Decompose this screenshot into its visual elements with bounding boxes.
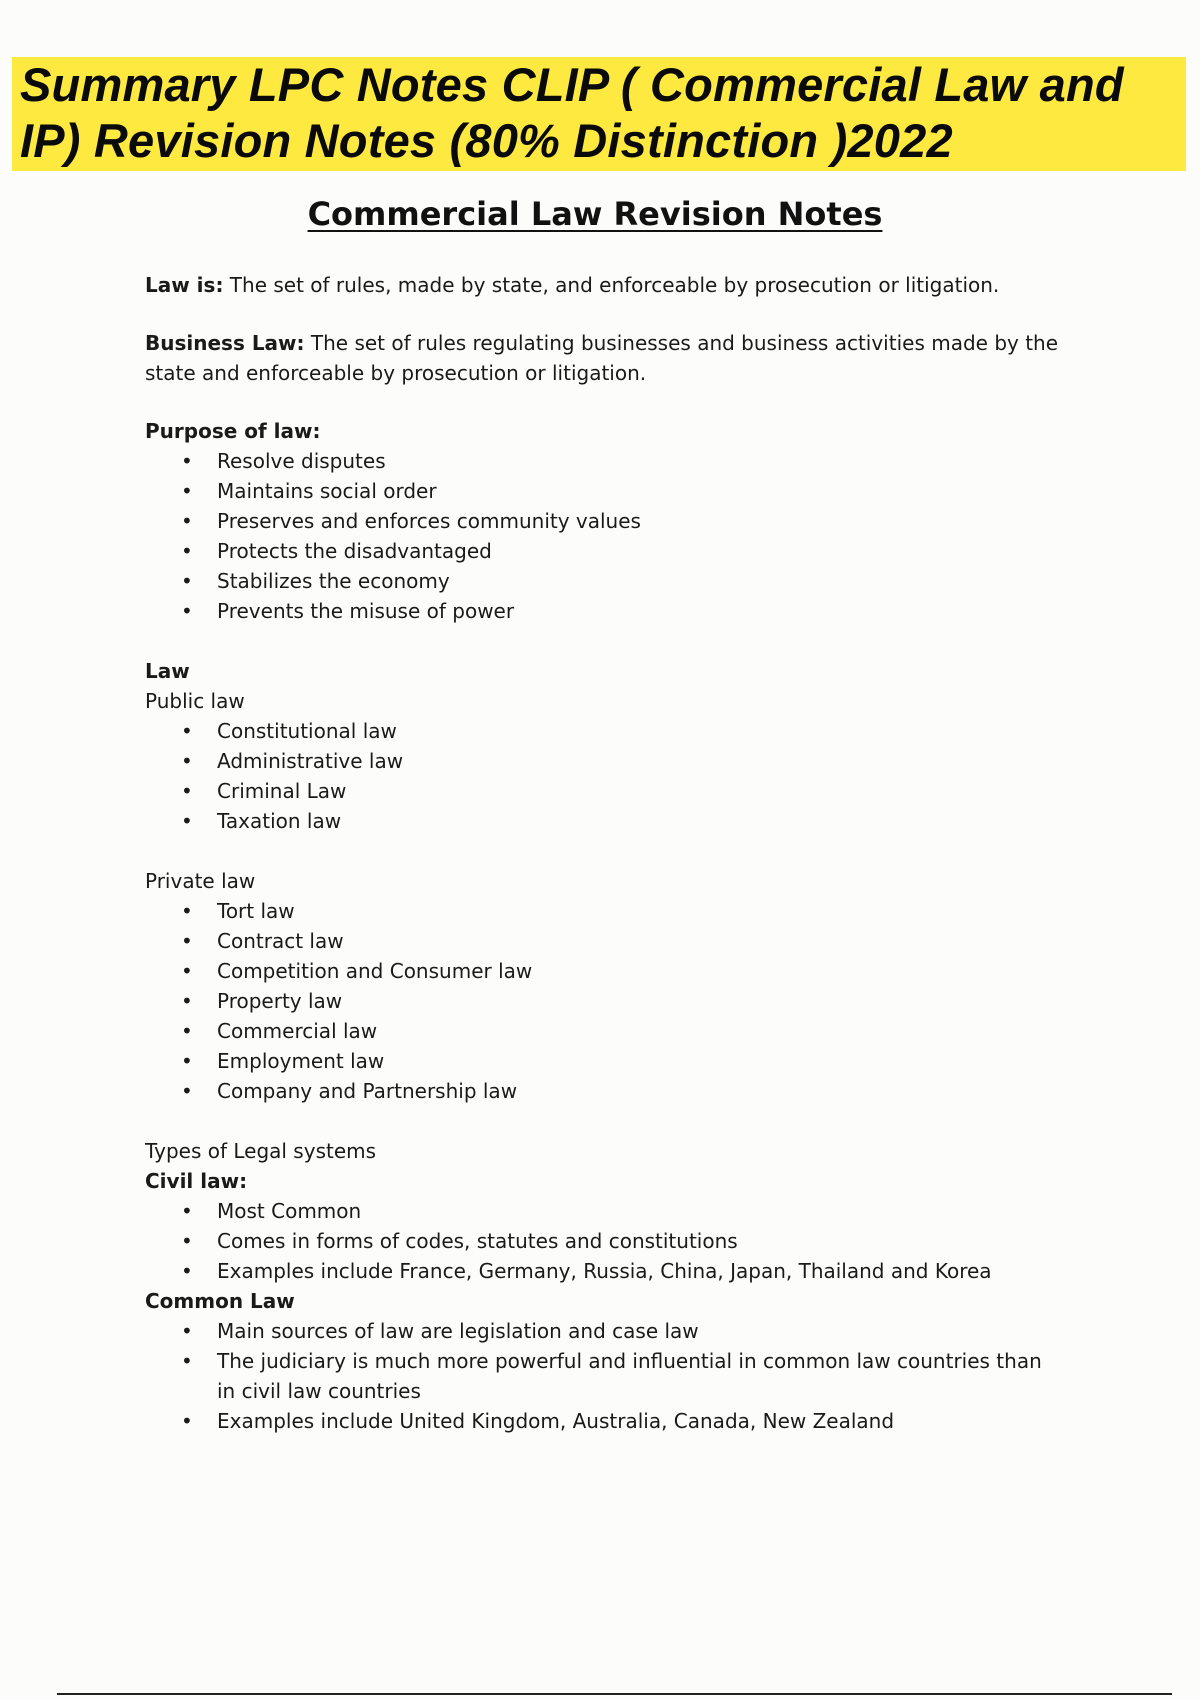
list-item: • Taxation law bbox=[145, 806, 1065, 836]
list-item: • Company and Partnership law bbox=[145, 1076, 1065, 1106]
list-item: • Prevents the misuse of power bbox=[145, 596, 1065, 626]
banner-title-line-1: Summary LPC Notes CLIP ( Commercial Law and bbox=[20, 58, 1124, 111]
law-definition bbox=[145, 270, 1065, 300]
business-law-definition-term: Business Law: bbox=[145, 331, 305, 355]
list-item: • Protects the disadvantaged bbox=[145, 536, 1065, 566]
purpose-list bbox=[145, 446, 1065, 626]
list-item: • Employment law bbox=[145, 1046, 1065, 1076]
civil-law-list bbox=[145, 1196, 1065, 1286]
list-item: • Constitutional law bbox=[145, 716, 1065, 746]
public-law-list bbox=[145, 716, 1065, 836]
common-law-heading: Common Law bbox=[145, 1289, 295, 1313]
list-item: • Commercial law bbox=[145, 1016, 1065, 1046]
business-law-definition bbox=[145, 328, 1065, 388]
list-item: • Property law bbox=[145, 986, 1065, 1016]
common-law-list bbox=[145, 1316, 1065, 1436]
list-item: • Stabilizes the economy bbox=[145, 566, 1065, 596]
list-item: • The judiciary is much more powerful and influential in common law countries than in civil law countries bbox=[145, 1346, 1065, 1406]
legal-systems-label: Types of Legal systems bbox=[145, 1139, 377, 1163]
list-item: • Administrative law bbox=[145, 746, 1065, 776]
list-item: • Criminal Law bbox=[145, 776, 1065, 806]
list-item: • Tort law bbox=[145, 896, 1065, 926]
document-body bbox=[145, 270, 1065, 1436]
law-heading: Law bbox=[145, 659, 190, 683]
list-item: • Most Common bbox=[145, 1196, 1065, 1226]
title-banner bbox=[12, 57, 1186, 171]
list-item: • Examples include France, Germany, Russia, China, Japan, Thailand and Korea bbox=[145, 1256, 1065, 1286]
list-item: • Maintains social order bbox=[145, 476, 1065, 506]
list-item: • Comes in forms of codes, statutes and constitutions bbox=[145, 1226, 1065, 1256]
law-definition-text: The set of rules, made by state, and enforceable by prosecution or litigation. bbox=[223, 273, 1000, 297]
law-definition-term: Law is: bbox=[145, 273, 224, 297]
purpose-heading: Purpose of law: bbox=[145, 419, 321, 443]
list-item: • Competition and Consumer law bbox=[145, 956, 1065, 986]
list-item: • Resolve disputes bbox=[145, 446, 1065, 476]
document-title bbox=[0, 192, 1190, 236]
private-law-label: Private law bbox=[145, 869, 256, 893]
list-item: • Contract law bbox=[145, 926, 1065, 956]
civil-law-heading: Civil law: bbox=[145, 1169, 248, 1193]
list-item: • Preserves and enforces community values bbox=[145, 506, 1065, 536]
business-law-definition-text: The set of rules regulating businesses and business activities made by the state and enforceable by prosecution or litigation. bbox=[145, 331, 1059, 385]
document-title-text: Commercial Law Revision Notes bbox=[307, 195, 883, 233]
banner-title-line-2: IP) Revision Notes (80% Distinction )2022 bbox=[20, 114, 953, 167]
list-item: • Main sources of law are legislation and case law bbox=[145, 1316, 1065, 1346]
private-law-list bbox=[145, 896, 1065, 1106]
public-law-label: Public law bbox=[145, 689, 245, 713]
list-item: • Examples include United Kingdom, Australia, Canada, New Zealand bbox=[145, 1406, 1065, 1436]
footer-divider bbox=[57, 1693, 1172, 1695]
